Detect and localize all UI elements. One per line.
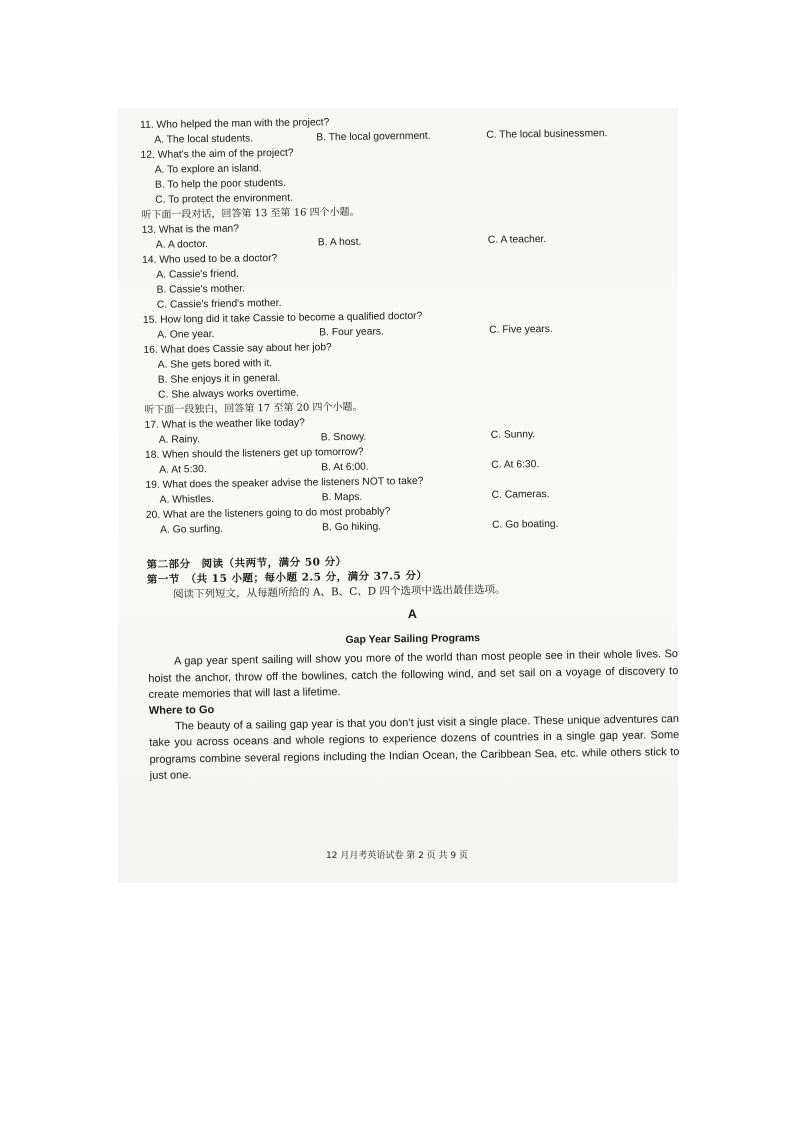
question-11: 11. Who helped the man with the project?: [140, 117, 330, 131]
instruction-17-20: 听下面一段独白，回答第 17 至第 20 四个小题。: [144, 401, 363, 416]
option-c: C. Cameras.: [491, 488, 550, 501]
question-16: 16. What does Cassie say about her job?: [143, 342, 332, 356]
option-b: B. Go hiking.: [322, 521, 382, 534]
passage-paragraph: A gap year spent sailing will show you more of the world than most people see in their whole lives. So hoist the anchor, throw off the bowlines, catch the following wind, and set sail on a voyage of discovery to create memories that will last a lifetime.: [148, 648, 679, 701]
option-c: C. A teacher.: [487, 233, 547, 246]
passage-title: Gap Year Sailing Programs: [345, 632, 481, 647]
option-a: A. At 5:30.: [159, 464, 207, 476]
option-b: B. A host.: [317, 236, 362, 249]
option-c: C. To protect the environment.: [155, 192, 294, 206]
exam-sheet: [140, 110, 680, 784]
option-a: A. She gets bored with it.: [157, 358, 273, 371]
option-c: C. The local businessmen.: [486, 128, 608, 141]
option-a: A. One year.: [157, 328, 215, 341]
question-12: 12. What's the aim of the project?: [140, 147, 294, 161]
option-a: A. Rainy.: [158, 434, 200, 446]
option-a: A. The local students.: [154, 133, 254, 146]
question-13: 13. What is the man?: [141, 223, 240, 236]
option-a: A. A doctor.: [155, 239, 209, 251]
section-one-heading: 第一节 （共 15 小题；每小题 2.5 分，满分 37.5 分）: [146, 569, 428, 586]
option-b: B. To help the poor students.: [154, 177, 286, 191]
option-a: A. Cassie's friend.: [156, 268, 240, 281]
page-footer: 12 月月考英语试卷 第 2 页 共 9 页: [326, 851, 468, 861]
question-14: 14. Who used to be a doctor?: [142, 252, 278, 266]
question-20: 20. What are the listeners going to do most probably?: [145, 506, 391, 521]
option-c: C. Go boating.: [491, 518, 559, 531]
reading-instruction: 阅读下列短文，从每题所给的 A、B、C、D 四个选项中选出最佳选项。: [172, 583, 506, 601]
option-a: A. To explore an island.: [154, 163, 262, 176]
question-17: 17. What is the weather like today?: [144, 417, 305, 431]
option-a: A. Go surfing.: [160, 523, 224, 536]
option-c: C. Five years.: [489, 323, 553, 336]
option-c: C. Sunny.: [490, 429, 536, 441]
option-b: B. At 6:00.: [321, 461, 369, 474]
option-c: C. She always works overtime.: [158, 387, 299, 401]
passage-paragraph: The beauty of a sailing gap year is that you don’t just visit a single place. These unique adventures can take you across oceans and whole regions to experience dozens of countries in a single gap year. Some programs combine several regions including the Indian Ocean, the Caribbean Sea, etc. while others stick to just one.: [149, 712, 680, 782]
option-b: B. She enjoys it in general.: [157, 372, 281, 386]
question-18: 18. When should the listeners get up tomorrow?: [144, 446, 364, 461]
passage-subheading: Where to Go: [148, 703, 215, 717]
option-b: B. Four years.: [319, 326, 384, 339]
option-b: B. Maps.: [321, 491, 363, 504]
passage-letter: A: [407, 606, 418, 622]
question-15: 15. How long did it take Cassie to become a qualified doctor?: [142, 310, 423, 326]
option-b: B. The local government.: [316, 130, 431, 144]
part-two-heading: 第二部分 阅读（共两节，满分 50 分）: [146, 555, 347, 571]
option-b: B. Snowy.: [320, 431, 367, 444]
option-c: C. At 6:30.: [491, 459, 540, 471]
instruction-13-16: 听下面一段对话，回答第 13 至第 16 四个小题。: [141, 206, 360, 221]
option-c: C. Cassie's friend's mother.: [156, 297, 282, 311]
question-19: 19. What does the speaker advise the listeners NOT to take?: [145, 475, 424, 491]
option-b: B. Cassie's mother.: [156, 283, 246, 296]
option-a: A. Whistles.: [159, 493, 215, 506]
